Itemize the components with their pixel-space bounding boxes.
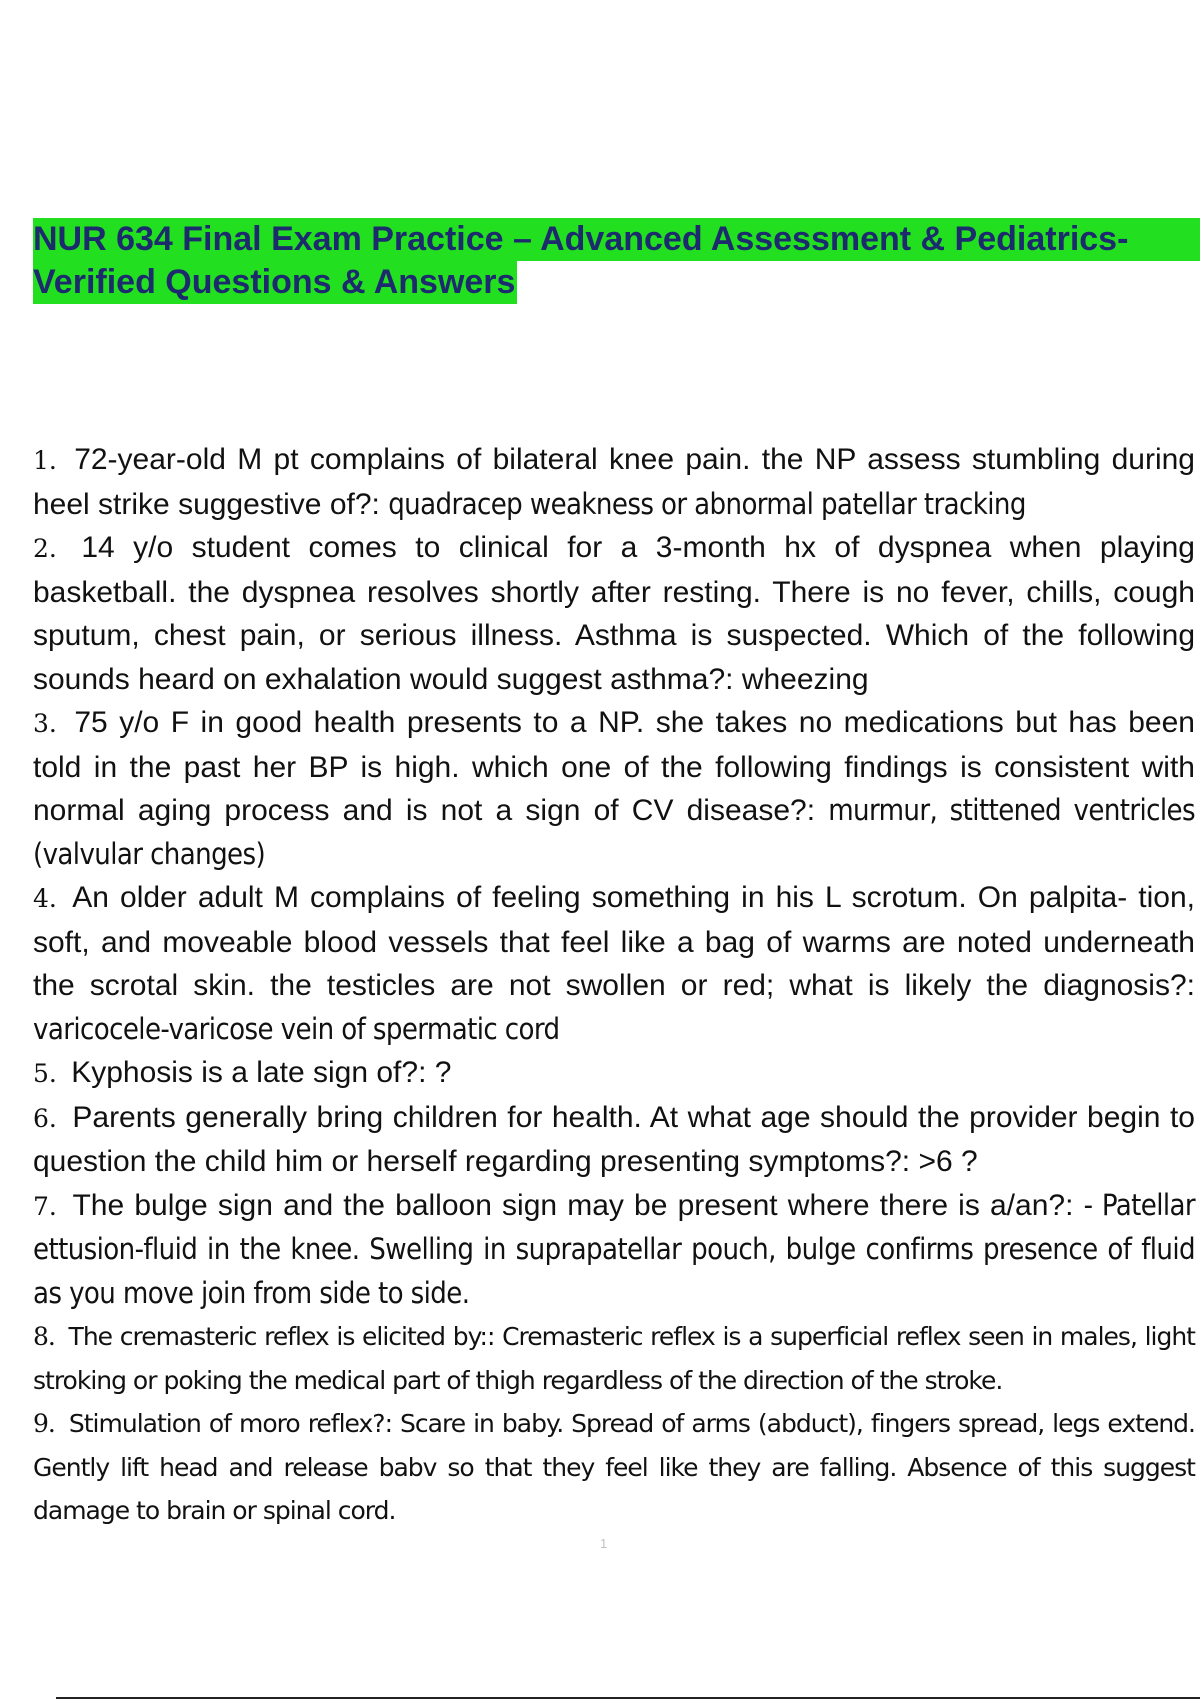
question-number: 9. (33, 1409, 55, 1438)
answer-text: murmur, stittened ventricles (valvular changes) (33, 793, 1195, 871)
answer-text: quadracep weakness or abnormal patellar tracking (388, 486, 1026, 521)
question-text: 14 y/o student comes to clinical for a 3-month hx of dyspnea when playing basketball. the dyspnea resolves shortly after resting. There is no fever, chills, cough sputum, chest pain, or serious illness. Asthma is suspected. Which of the following sounds heard on exhalation would suggest asthma?: (33, 531, 1195, 696)
answer-text: Scare in baby. Spread of arms (abduct), fingers spread, legs extend. Gently lift head and release babv so that they feel like they are falling. Absence of this suggest damage to brain or spinal cord. (33, 1409, 1195, 1525)
bottom-divider (56, 1697, 1200, 1699)
question-item-9 (33, 1402, 1195, 1533)
title-line-1: NUR 634 Final Exam Practice – Advanced Assessment & Pediatrics- (33, 218, 1200, 261)
question-text: 75 y/o F in good health presents to a NP. she takes no medications but has been told in the past her BP is high. which one of the following findings is consistent with normal aging process and is not a sign of CV disease?: (33, 706, 1195, 827)
question-text: Stimulation of moro reflex?: (68, 1409, 392, 1438)
question-item-8 (33, 1315, 1195, 1402)
question-item-4 (33, 876, 1195, 1051)
question-item-6 (33, 1096, 1195, 1184)
answer-text: varicocele-varicose vein of spermatic cord (33, 1011, 560, 1046)
question-item-2 (33, 526, 1195, 701)
question-text: An older adult M complains of feeling something in his L scrotum. On palpita- tion, soft, and moveable blood vessels that feel like a bag of warms are noted underneath the scrotal skin. the testicles are not swollen or red; what is likely the diagnosis?: (33, 881, 1195, 1002)
answer-text: ? (434, 1056, 452, 1089)
question-item-7 (33, 1184, 1195, 1316)
question-item-5 (33, 1051, 1195, 1096)
question-item-3 (33, 701, 1195, 876)
question-number: 7. (33, 1191, 57, 1221)
question-list (33, 438, 1195, 1533)
question-text: The cremasteric reflex is elicited by:: (68, 1322, 495, 1351)
question-number: 5. (33, 1059, 57, 1088)
question-text: The bulge sign and the balloon sign may be present where there is a/an?: (72, 1188, 1074, 1222)
question-number: 3. (33, 709, 57, 738)
answer-text: Cremasteric reflex is a superficial reflex seen in males, light stroking or poking the medical part of thigh regardless of the direction of the stroke. (33, 1322, 1195, 1395)
answer-text: wheezing (741, 662, 869, 696)
answer-text: >6 ? (918, 1145, 978, 1178)
page-number: 1 (600, 1536, 608, 1551)
question-text: 72-year-old M pt complains of bilateral knee pain. the NP assess stumbling during heel strike suggestive of?: (33, 443, 1195, 521)
question-text: Kyphosis is a late sign of?: (71, 1056, 427, 1089)
title-line-2: Verified Questions & Answers (33, 261, 517, 304)
document-title (33, 218, 1200, 304)
question-text: Parents generally bring children for health. At what age should the provider begin to question the child him or herself regarding presenting symptoms?: (33, 1100, 1195, 1178)
question-number: 2. (33, 534, 57, 563)
question-number: 1. (33, 446, 57, 475)
answer-text: - Patellar ettusion-fluid in the knee. Swelling in suprapatellar pouch, bulge confirms presence of fluid as you move join from side to side. (33, 1187, 1195, 1310)
question-number: 4. (33, 884, 57, 913)
question-item-1 (33, 438, 1195, 526)
question-number: 6. (33, 1103, 57, 1133)
question-number: 8. (33, 1322, 55, 1351)
